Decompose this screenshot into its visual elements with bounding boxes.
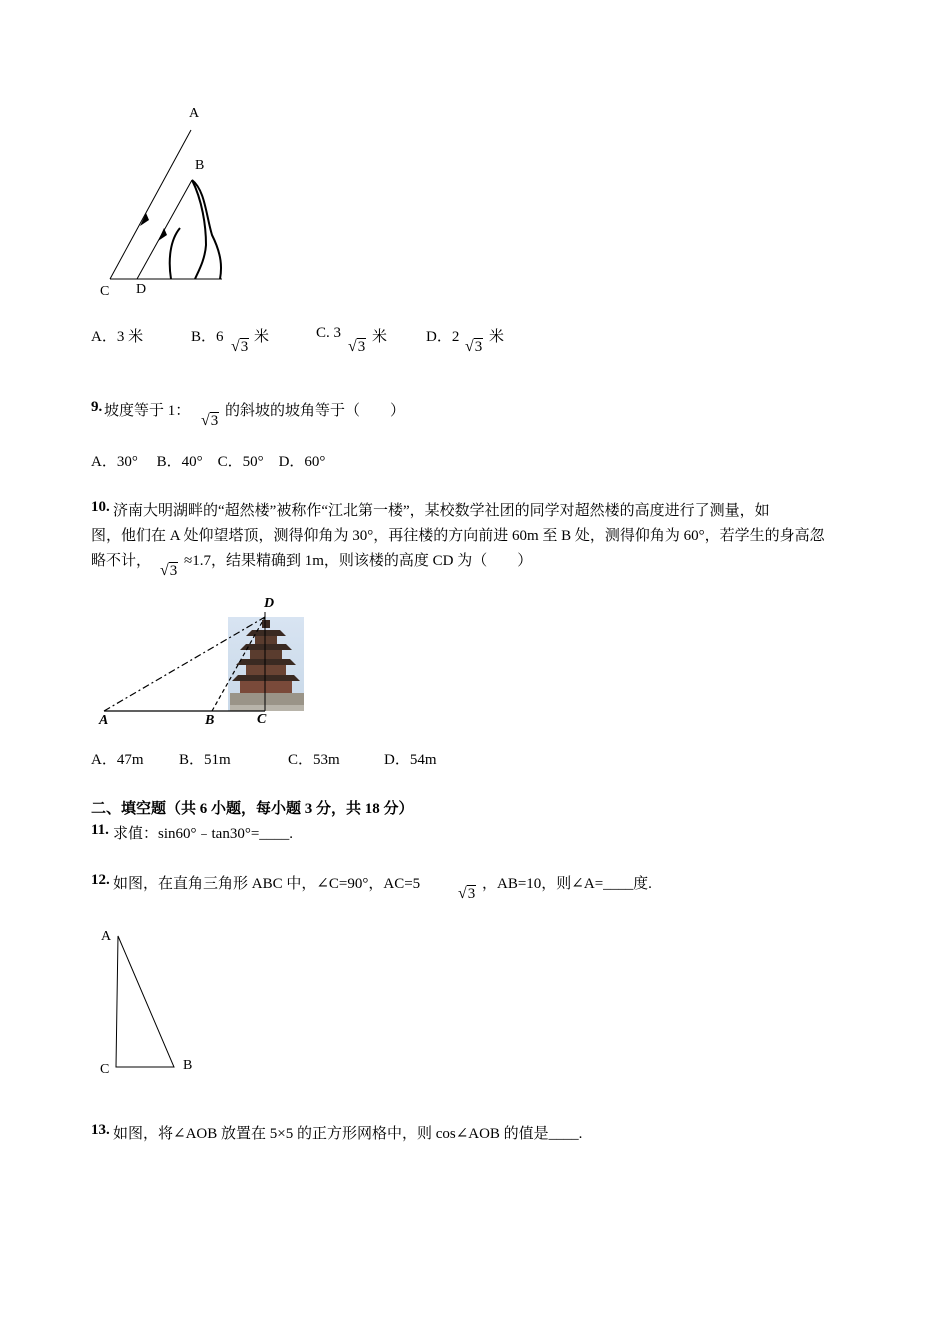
q10-sqrt: √3: [160, 562, 178, 579]
q11-number: 11.: [91, 822, 109, 838]
q10-line-1: 济南大明湖畔的“超然楼”被称作“江北第一楼”，某校数学社团的同学对超然楼的高度进行了测量，如: [113, 503, 770, 519]
q9-number: 9.: [91, 399, 103, 415]
q11-text: 求值：sin60°﹣tan30°=____.: [113, 826, 294, 842]
q8-option-a: A．3 米: [91, 329, 144, 345]
q8-option-d-suffix: 米: [489, 329, 505, 345]
q8-option-d-sqrt: √3: [465, 338, 483, 355]
q8-option-c-suffix: 米: [372, 329, 388, 345]
fig8-label-c: C: [100, 284, 110, 299]
q8-option-d-prefix: D．2: [426, 329, 460, 345]
q10-option-a: A．47m: [91, 752, 144, 768]
q12-sqrt: √3: [458, 885, 476, 902]
fig8-label-d: D: [136, 282, 147, 297]
q9-text-prefix: 坡度等于 1：: [104, 403, 191, 419]
q13-number: 13.: [91, 1122, 110, 1138]
fig12-label-a: A: [101, 929, 112, 944]
q8-option-b-sqrt: √3: [231, 338, 249, 355]
q12-text-prefix: 如图，在直角三角形 ABC 中，∠C=90°，AC=5: [113, 876, 421, 892]
q10-option-d: D．54m: [384, 752, 437, 768]
section-2-title: 二、填空题（共 6 小题，每小题 3 分，共 18 分）: [91, 801, 414, 817]
fig10-label-a: A: [99, 713, 109, 728]
q8-option-c-prefix: C. 3: [316, 325, 342, 341]
fig10-label-d: D: [264, 596, 275, 611]
q8-option-c-sqrt: √3: [348, 338, 366, 355]
q10-number: 10.: [91, 499, 110, 515]
fig8-label-a: A: [189, 106, 200, 121]
fig10-label-b: B: [205, 713, 215, 728]
q9-options: A．30° B．40° C．50° D．60°: [91, 454, 326, 470]
fig12-label-c: C: [100, 1062, 110, 1077]
q8-option-b-suffix: 米: [254, 329, 270, 345]
q10-line-3-prefix: 略不计，: [91, 553, 152, 569]
fig12-label-b: B: [183, 1058, 193, 1073]
q8-option-b-prefix: B．6: [191, 329, 224, 345]
fig8-label-b: B: [195, 158, 205, 173]
q13-text: 如图，将∠AOB 放置在 5×5 的正方形网格中，则 cos∠AOB 的值是____.: [113, 1126, 583, 1142]
q9-text-suffix: 的斜坡的坡角等于（ ）: [225, 403, 406, 419]
q12-number: 12.: [91, 872, 110, 888]
q9-sqrt: √3: [201, 412, 219, 429]
q10-option-c: C．53m: [288, 752, 340, 768]
q10-option-b: B．51m: [179, 752, 231, 768]
fig10-label-c: C: [257, 712, 267, 727]
q10-line-3-suffix: ≈1.7，结果精确到 1m，则该楼的高度 CD 为（ ）: [184, 553, 533, 569]
q12-text-suffix: ，AB=10，则∠A=____度.: [482, 876, 652, 892]
q10-line-2: 图，他们在 A 处仰望塔顶，测得仰角为 30°，再往楼的方向前进 60m 至 B 处，测得仰角为 60°，若学生的身高忽: [91, 528, 825, 544]
